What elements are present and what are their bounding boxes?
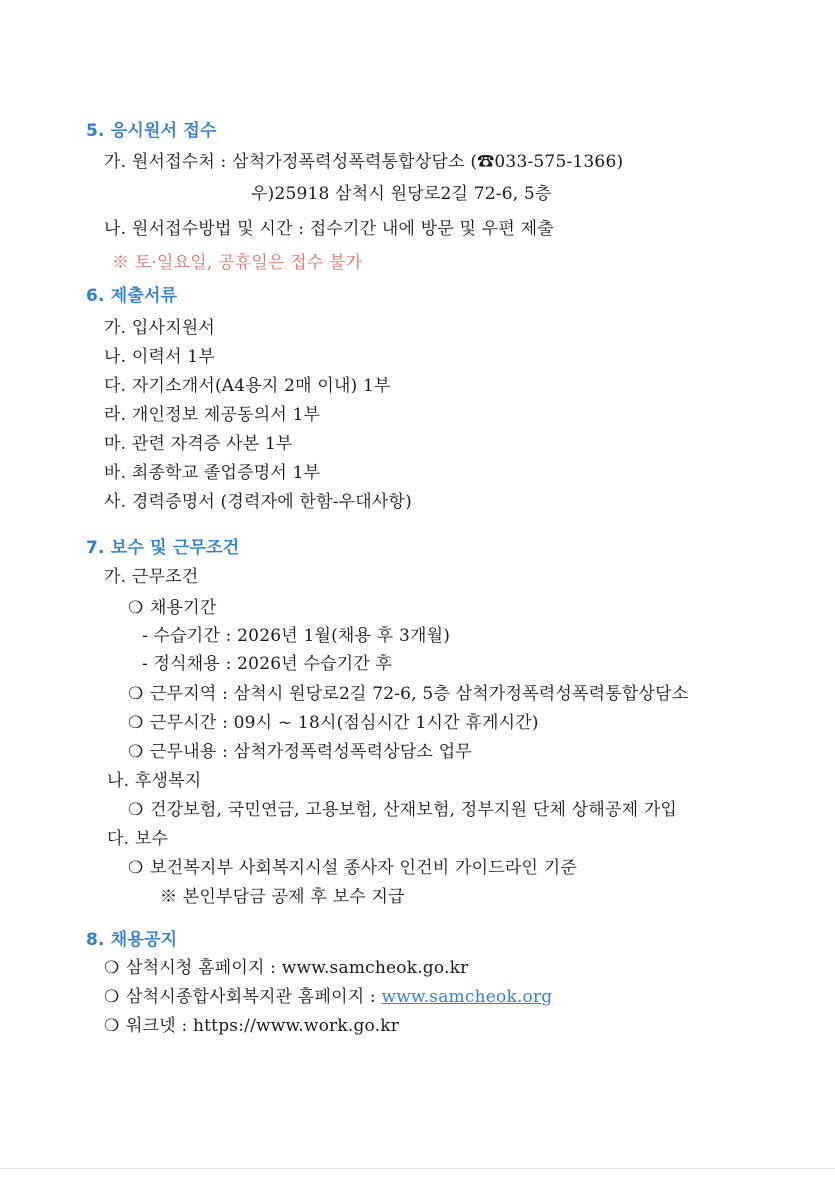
welfare-center-row (104, 986, 552, 1008)
application-office: 가. 원서접수처 : 삼척가정폭력성폭력통합상담소 (☎033-575-1366) (104, 152, 624, 172)
welfare-row (128, 799, 677, 821)
section-7-heading: 7. 보수 및 근무조건 (86, 538, 240, 558)
city-homepage-row (104, 957, 468, 979)
employment-period-row (128, 597, 217, 619)
city-homepage: 삼척시청 홈페이지 : www.samcheok.go.kr (126, 958, 469, 978)
page-bottom-divider (0, 1168, 835, 1169)
work-hours-row (128, 712, 539, 734)
work-hours: 근무시간 : 09시 ~ 18시(점심시간 1시간 휴게시간) (150, 713, 539, 733)
circle-bullet-icon: ❍ (128, 598, 144, 618)
regular-employment: - 정식채용 : 2026년 수습기간 후 (142, 654, 393, 674)
document-item: 바. 최종학교 졸업증명서 1부 (104, 463, 321, 483)
document-item: 가. 입사지원서 (104, 318, 215, 338)
welfare-benefits: 건강보험, 국민연금, 고용보험, 산재보험, 정부지원 단체 상해공제 가입 (150, 800, 678, 820)
document-item: 나. 이력서 1부 (104, 347, 215, 367)
pay-note: ※ 본인부담금 공제 후 보수 지급 (160, 887, 405, 907)
pay-title: 다. 보수 (107, 829, 169, 849)
circle-bullet-icon: ❍ (128, 742, 144, 762)
welfare-center-label: 삼척시종합사회복지관 홈페이지 : (126, 987, 382, 1007)
welfare-center-link[interactable]: www.samcheok.org (381, 987, 553, 1007)
circle-bullet-icon: ❍ (128, 858, 144, 878)
document-item: 라. 개인정보 제공동의서 1부 (104, 405, 321, 425)
probation-period: - 수습기간 : 2026년 1월(채용 후 3개월) (142, 626, 451, 646)
employment-period-title: 채용기간 (150, 598, 217, 618)
section-6-heading: 6. 제출서류 (86, 286, 178, 306)
circle-bullet-icon: ❍ (104, 1016, 120, 1036)
weekend-notice: ※ 토·일요일, 공휴일은 접수 불가 (112, 253, 363, 273)
worknet-row (104, 1015, 399, 1037)
application-method: 나. 원서접수방법 및 시간 : 접수기간 내에 방문 및 우편 제출 (104, 219, 554, 239)
circle-bullet-icon: ❍ (128, 800, 144, 820)
circle-bullet-icon: ❍ (128, 684, 144, 704)
document-item: 다. 자기소개서(A4용지 2매 이내) 1부 (104, 376, 391, 396)
welfare-title: 나. 후생복지 (107, 771, 202, 791)
circle-bullet-icon: ❍ (128, 713, 144, 733)
pay-guideline: 보건복지부 사회복지시설 종사자 인건비 가이드라인 기준 (150, 858, 577, 878)
work-duties: 근무내용 : 삼척가정폭력성폭력상담소 업무 (150, 742, 472, 762)
section-5-heading: 5. 응시원서 접수 (86, 121, 217, 141)
section-8-heading: 8. 채용공지 (86, 930, 178, 950)
document-item: 사. 경력증명서 (경력자에 한함-우대사항) (104, 492, 412, 512)
work-location-row (128, 683, 688, 705)
worknet: 워크넷 : https://www.work.go.kr (126, 1016, 400, 1036)
document-item: 마. 관련 자격증 사본 1부 (104, 434, 293, 454)
work-conditions-title: 가. 근무조건 (104, 567, 199, 587)
pay-row (128, 857, 577, 879)
circle-bullet-icon: ❍ (104, 987, 120, 1007)
work-duties-row (128, 741, 472, 763)
circle-bullet-icon: ❍ (104, 958, 120, 978)
work-location: 근무지역 : 삼척시 원당로2길 72-6, 5층 삼척가정폭력성폭력통합상담소 (150, 684, 689, 704)
application-office-address: 우)25918 삼척시 원당로2길 72-6, 5층 (251, 184, 552, 204)
